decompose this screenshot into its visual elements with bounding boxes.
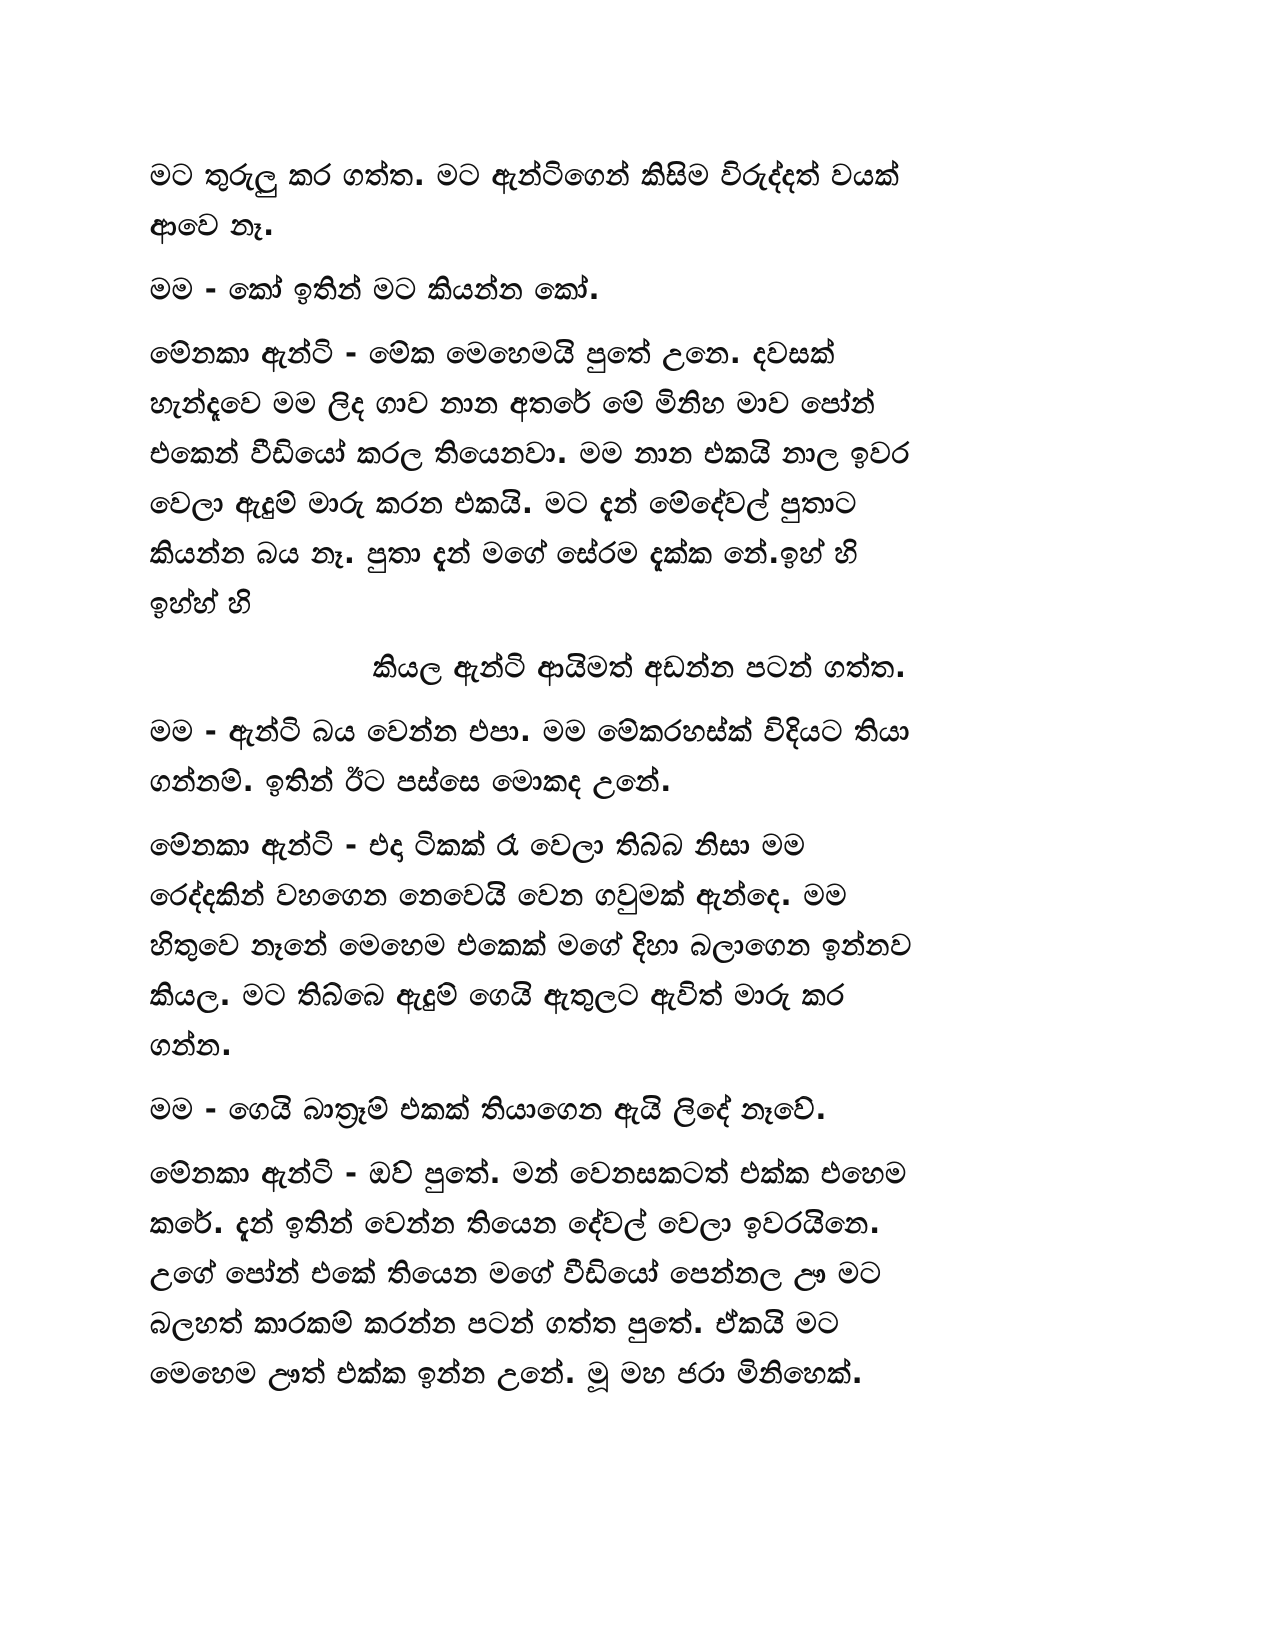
text-line: මේනකා ඇන්ටි - එදා ටිකක් රෑ වෙලා තිබ්බ නිසා මම <box>150 828 806 862</box>
text-line: මම - කෝ ඉතින් මට කියන්න කෝ. <box>150 272 601 306</box>
text-line: උගේ පෝන් එකේ තියෙන මගේ වීඩියෝ පෙන්නල ඌ මට <box>150 1256 882 1290</box>
paragraph-2 <box>150 264 1110 314</box>
paragraph-3 <box>150 328 1110 628</box>
text-line: ගන්නම්. ඉතින් ඊට පස්සෙ මොකද උනේ. <box>150 764 673 798</box>
text-line: මේනකා ඇන්ටි - ඔව් පුතේ. මන් වෙනසකටත් එක්ක එහෙම <box>150 1156 908 1190</box>
text-line: රෙද්දකින් වහගෙන නෙවෙයි වෙන ගවුමක් ඇන්දෙ. මම <box>150 878 848 912</box>
paragraph-8 <box>150 1148 1110 1398</box>
paragraph-7 <box>150 1084 1110 1134</box>
text-line: කියල ඇන්ටි ආයිමත් අඩන්න පටන් ගත්ත. <box>373 650 907 684</box>
text-line: ඉහ්හ් හි <box>150 586 252 620</box>
text-line: ගන්න. <box>150 1028 233 1062</box>
text-line: එකෙන් වීඩියෝ කරල තියෙනවා. මම නාන එකයි නාල ඉවර <box>150 436 911 470</box>
text-line: ආවෙ නෑ. <box>150 208 276 242</box>
text-line: වෙලා ඇදුම් මාරු කරන එකයි. මට දැන් මේදේවල් පුතාට <box>150 486 858 520</box>
text-line: මට තුරුලු කර ගත්ත. මට ඇන්ටිගෙන් කිසිම විරුද්දත් වයක් <box>150 158 900 192</box>
text-line: මෙහෙම ඌත් එක්ක ඉන්න උනේ. මූ මහ ජරා මිනිහෙක්. <box>150 1356 864 1390</box>
paragraph-6 <box>150 820 1110 1070</box>
paragraph-5 <box>150 706 1110 806</box>
text-line: හිතුවෙ නෑනේ මෙහෙම එකෙක් මගේ දිහා බලාගෙන ඉන්නව <box>150 928 913 962</box>
text-line: කියන්න බය නෑ. පුතා දැන් මගේ සේරම දැක්ක නේ.ඉහ් හි <box>150 536 859 570</box>
text-line: හැන්දෑවෙ මම ලිද ගාව නාන අතරේ මේ මිනිහ මාව පෝන් <box>150 386 876 420</box>
paragraph-4-centered <box>150 642 1110 692</box>
story-text <box>150 150 1110 1412</box>
text-line: කියල. මට තිබ්බෙ ඇදුම් ගෙයි ඇතුලට ඇවිත් මාරු කර <box>150 978 845 1012</box>
text-line: මම - ඇන්ටි බය වෙන්න එපා. මම මේකරහස්ක් විදියට තියා <box>150 714 911 748</box>
paragraph-1 <box>150 150 1110 250</box>
text-line: කරේ. දැන් ඉතින් වෙන්න තියෙන දේවල් වෙලා ඉවරයිනෙ. <box>150 1206 882 1240</box>
text-line: බලහත් කාරකම් කරන්න පටන් ගත්ත පුතේ. ඒකයි මට <box>150 1306 840 1340</box>
text-line: මේනකා ඇන්ටි - මේක මෙහෙමයි පුතේ උනෙ. දවසක් <box>150 336 836 370</box>
text-line: මම - ගෙයි බාත්‍රෑම් එකක් තියාගෙන ඇයි ලිදේ නෑවේ. <box>150 1092 828 1126</box>
